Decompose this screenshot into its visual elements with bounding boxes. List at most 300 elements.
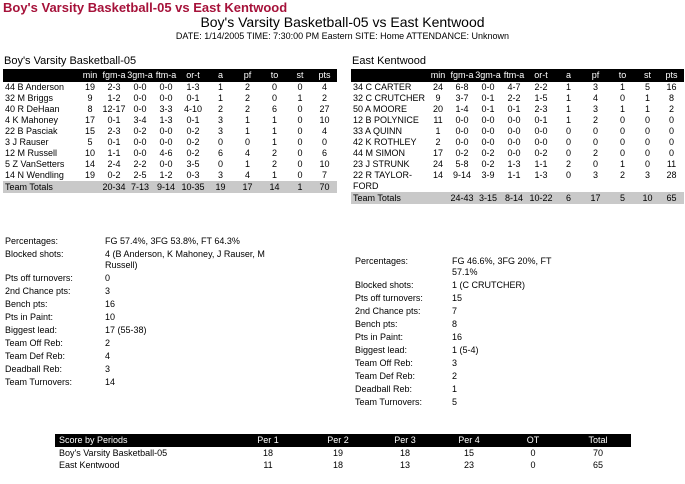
team-stat-row (355, 293, 680, 304)
stat-fgm: 3-7 (455, 93, 469, 103)
stat-min: 24 (432, 159, 443, 169)
stat-ftm: 0-0 (159, 82, 173, 92)
total-pts: 65 (659, 192, 684, 204)
team-stat-label: Bench pts: (5, 299, 48, 309)
stat-ftm: 0-0 (159, 126, 173, 136)
stat-fgm: 2-4 (107, 159, 121, 169)
player-name: 44 M SIMON (353, 148, 406, 158)
periods-score: 70 (592, 448, 603, 458)
stat-fgm: 5-8 (455, 159, 469, 169)
stat-pf: 3 (592, 170, 598, 180)
stat-ort: 1-5 (534, 93, 548, 103)
stat-pf: 0 (592, 137, 598, 147)
game-info: DATE: 1/14/2005 TIME: 7:30:00 PM Eastern SITE: Home ATTENDANCE: Unknown (175, 31, 510, 41)
total-min (427, 192, 449, 204)
team-stat-row (355, 332, 680, 343)
stat-ftm: 2-2 (507, 93, 521, 103)
team-stat-row (355, 306, 680, 317)
stat-a: 3 (217, 126, 223, 136)
column-header-st: st (288, 69, 312, 82)
stat-min: 19 (84, 170, 95, 180)
team-stat-value: 16 (452, 332, 463, 342)
stat-pts: 27 (319, 104, 330, 114)
player-row (351, 93, 684, 104)
stat-pts: 7 (321, 170, 327, 180)
team-stat-value: 1 (452, 384, 458, 394)
periods-row (55, 447, 631, 459)
total-tgm: 7-13 (127, 181, 153, 193)
total-tgm: 3-15 (475, 192, 501, 204)
stat-ftm: 0-0 (507, 137, 521, 147)
team-stat-row (355, 371, 680, 382)
total-fgm: 20-34 (102, 182, 126, 192)
stat-pf: 0 (592, 126, 598, 136)
stat-a: 1 (565, 93, 571, 103)
stat-ftm: 0-0 (507, 115, 521, 125)
stat-st: 0 (297, 115, 303, 125)
stat-pf: 3 (592, 104, 598, 114)
stat-ort: 0-2 (534, 148, 548, 158)
team-stat-label: Biggest lead: (5, 325, 58, 335)
team-stat-row (5, 286, 335, 297)
stat-tgm: 0-1 (481, 104, 495, 114)
stat-pts: 0 (321, 137, 327, 147)
stat-tgm: 3-4 (133, 115, 147, 125)
stat-tgm: 0-2 (481, 148, 495, 158)
stat-min: 19 (84, 82, 95, 92)
stat-min: 10 (84, 148, 95, 158)
stat-ort: 4-10 (183, 104, 202, 114)
stat-pf: 0 (244, 137, 250, 147)
player-name: 14 N Wendling (5, 170, 64, 180)
stat-fgm: 0-0 (455, 137, 469, 147)
total-pf: 17 (234, 181, 261, 193)
column-header-min: min (79, 69, 101, 82)
player-row (3, 148, 337, 159)
column-header-ftm-a: ftm-a (153, 69, 179, 82)
stat-pts: 6 (321, 148, 327, 158)
stat-ort: 0-2 (186, 126, 200, 136)
team-stat-row (5, 299, 335, 310)
stat-to: 1 (619, 159, 625, 169)
team-stat-value: 16 (105, 299, 116, 309)
total-ftm: 8-14 (501, 192, 527, 204)
total-a: 19 (207, 181, 234, 193)
stat-pf: 1 (244, 115, 250, 125)
stat-pts: 28 (666, 170, 677, 180)
team-stat-label: Biggest lead: (355, 345, 408, 355)
player-name: 33 A QUINN (353, 126, 403, 136)
stat-fgm: 0-2 (455, 148, 469, 158)
stat-min: 9 (87, 93, 93, 103)
team-stat-value: 14 (105, 377, 116, 387)
player-name: 5 Z VanSetters (5, 159, 65, 169)
column-header-fgm-a: fgm-a (450, 70, 474, 80)
stat-tgm: 0-0 (133, 148, 147, 158)
stat-a: 1 (217, 82, 223, 92)
periods-score: 23 (463, 460, 474, 470)
team-stat-label: Pts in Paint: (355, 332, 404, 342)
stat-min: 2 (435, 137, 441, 147)
column-header-3gm-a: 3gm-a (127, 70, 153, 80)
player-name: 4 K Mahoney (5, 115, 59, 125)
stat-ftm: 1-3 (507, 159, 521, 169)
stat-a: 0 (565, 170, 571, 180)
team-stat-value: 3 (105, 364, 111, 374)
periods-score: 18 (332, 460, 343, 470)
home-totals-row (3, 181, 337, 193)
stat-st: 0 (297, 159, 303, 169)
stat-st: 0 (297, 82, 303, 92)
stat-min: 5 (87, 137, 93, 147)
stat-pf: 1 (244, 126, 250, 136)
stat-pf: 2 (592, 115, 598, 125)
stat-fgm: 0-2 (107, 170, 121, 180)
stat-tgm: 0-0 (481, 126, 495, 136)
stat-a: 2 (565, 159, 571, 169)
stat-tgm: 0-0 (133, 104, 147, 114)
player-row (351, 137, 684, 148)
total-to: 5 (609, 192, 636, 204)
team-stat-label: Team Turnovers: (5, 377, 73, 387)
stat-ort: 0-0 (534, 137, 548, 147)
periods-team-name: Boy's Varsity Basketball-05 (59, 448, 168, 458)
column-header-pts: pts (659, 69, 684, 82)
team-stat-row (5, 364, 335, 375)
team-stat-value: 3 (452, 358, 458, 368)
stat-to: 1 (619, 104, 625, 114)
team-stat-row (5, 249, 335, 271)
stat-a: 6 (217, 148, 223, 158)
periods-header-cell: Per 4 (437, 434, 501, 447)
stat-tgm: 0-2 (133, 126, 147, 136)
team-stat-label: Team Turnovers: (355, 397, 423, 407)
team-stat-label: Percentages: (5, 236, 59, 246)
stat-min: 14 (432, 170, 443, 180)
team-stat-row (355, 345, 680, 356)
stat-pts: 0 (668, 115, 674, 125)
periods-header-cell: Score by Periods (55, 434, 233, 447)
total-pts: 70 (312, 181, 337, 193)
periods-score: 18 (262, 448, 273, 458)
stat-fgm: 2-3 (107, 82, 121, 92)
team-stat-label: Team Def Reb: (355, 371, 416, 381)
periods-header-cell: Per 3 (373, 434, 437, 447)
player-name: 44 B Anderson (5, 82, 65, 92)
game-title: Boy's Varsity Basketball-05 vs East Kentwood (200, 14, 485, 30)
player-row (351, 104, 684, 115)
total-ftm: 9-14 (153, 181, 179, 193)
stat-a: 1 (565, 115, 571, 125)
player-row (351, 82, 684, 93)
stat-a: 0 (217, 159, 223, 169)
stat-tgm: 2-5 (133, 170, 147, 180)
player-name: 3 J Rauser (5, 137, 49, 147)
periods-score: 65 (592, 460, 603, 470)
stat-st: 0 (644, 159, 650, 169)
periods-header-cell: Per 2 (303, 434, 373, 447)
column-header-3gm-a: 3gm-a (475, 70, 501, 80)
stat-st: 5 (644, 82, 650, 92)
player-row (351, 170, 684, 192)
team-stat-value: 4 (B Anderson, K Mahoney, J Rauser, M Russell) (105, 249, 265, 270)
stat-min: 24 (432, 82, 443, 92)
stat-ort: 2-2 (534, 82, 548, 92)
stat-tgm: 0-0 (133, 93, 147, 103)
column-header-a: a (555, 69, 582, 82)
team-stat-label: Team Def Reb: (5, 351, 66, 361)
stat-a: 3 (217, 115, 223, 125)
home-box-score (3, 69, 337, 193)
stat-min: 17 (432, 148, 443, 158)
stat-tgm: 0-0 (481, 82, 495, 92)
stat-to: 2 (271, 159, 277, 169)
stat-ftm: 1-1 (507, 170, 521, 180)
periods-score: 11 (263, 460, 273, 470)
stat-tgm: 0-0 (481, 137, 495, 147)
stat-pts: 0 (668, 148, 674, 158)
stat-pf: 2 (592, 148, 598, 158)
stat-pf: 4 (244, 148, 250, 158)
stat-fgm: 0-1 (107, 137, 121, 147)
team-stat-row (5, 273, 335, 284)
total-ort: 10-35 (179, 181, 207, 193)
stat-pf: 2 (244, 82, 250, 92)
team-stat-value: FG 46.6%, 3FG 20%, FT 57.1% (452, 256, 552, 277)
team-stat-label: Deadball Reb: (355, 384, 413, 394)
team-stat-value: 17 (55-38) (105, 325, 147, 335)
stat-pts: 0 (668, 126, 674, 136)
stat-to: 6 (271, 104, 277, 114)
score-by-periods (55, 434, 631, 471)
stat-a: 2 (217, 104, 223, 114)
player-row (3, 126, 337, 137)
stat-a: 0 (565, 137, 571, 147)
team-stat-label: Blocked shots: (5, 249, 64, 259)
stat-ftm: 0-0 (507, 148, 521, 158)
stat-pf: 2 (244, 104, 250, 114)
stat-ftm: 0-0 (507, 126, 521, 136)
stat-st: 0 (297, 148, 303, 158)
stat-pf: 4 (592, 93, 598, 103)
column-header-or-t: or-t (527, 69, 555, 82)
stat-to: 0 (271, 93, 277, 103)
stat-a: 0 (565, 148, 571, 158)
stat-to: 0 (619, 115, 625, 125)
stat-st: 0 (297, 126, 303, 136)
periods-header-row (55, 434, 631, 447)
team-stat-row (355, 256, 680, 278)
team-stat-label: Pts off turnovers: (5, 273, 73, 283)
team-stat-label: Pts in Paint: (5, 312, 54, 322)
stat-a: 3 (217, 170, 223, 180)
team-stat-value: 5 (452, 397, 458, 407)
team-stat-label: Team Off Reb: (355, 358, 413, 368)
player-row (3, 159, 337, 170)
team-stat-value: FG 57.4%, 3FG 53.8%, FT 64.3% (105, 236, 240, 246)
stat-min: 8 (87, 104, 93, 114)
team-stat-row (5, 325, 335, 336)
team-stat-value: 2 (452, 371, 458, 381)
player-row (3, 93, 337, 104)
player-name: 32 M Briggs (5, 93, 54, 103)
stat-tgm: 0-0 (133, 137, 147, 147)
stat-pts: 16 (666, 82, 677, 92)
stat-a: 1 (565, 82, 571, 92)
team-stat-label: 2nd Chance pts: (355, 306, 421, 316)
stat-a: 1 (565, 104, 571, 114)
player-name: 22 R TAYLOR-FORD (353, 170, 413, 191)
stat-tgm: 0-2 (481, 159, 495, 169)
stat-ort: 1-3 (534, 170, 548, 180)
stat-fgm: 1-4 (455, 104, 469, 114)
stat-to: 2 (271, 148, 277, 158)
total-min (79, 181, 101, 193)
team-stat-value: 8 (452, 319, 458, 329)
column-header-pts: pts (312, 69, 337, 82)
stat-fgm: 1-1 (107, 148, 121, 158)
stat-a: 0 (217, 137, 223, 147)
stat-ftm: 0-0 (159, 93, 173, 103)
stat-a: 0 (565, 126, 571, 136)
totals-label: Team Totals (351, 192, 427, 204)
team-stat-value: 4 (105, 351, 111, 361)
stat-min: 1 (435, 126, 441, 136)
column-header-player (351, 69, 427, 82)
column-header-a: a (207, 69, 234, 82)
stat-pts: 11 (666, 159, 677, 169)
column-header-to: to (261, 69, 288, 82)
stat-st: 1 (644, 93, 650, 103)
stat-fgm: 12-17 (102, 104, 126, 114)
team-stat-label: Team Off Reb: (5, 338, 63, 348)
total-ort: 10-22 (527, 192, 555, 204)
stat-ort: 0-2 (186, 148, 200, 158)
periods-score: 0 (530, 448, 536, 458)
stat-tgm: 3-9 (481, 170, 495, 180)
stat-min: 17 (84, 115, 95, 125)
stat-ftm: 1-2 (159, 170, 173, 180)
total-pf: 17 (582, 192, 609, 204)
stat-tgm: 0-1 (481, 93, 495, 103)
stat-pf: 2 (244, 93, 250, 103)
player-name: 12 B POLYNICE (353, 115, 419, 125)
stat-fgm: 2-3 (107, 126, 121, 136)
stat-tgm: 2-2 (133, 159, 147, 169)
team-stat-label: Bench pts: (355, 319, 398, 329)
periods-header-cell: OT (501, 434, 565, 447)
stat-fgm: 6-8 (455, 82, 469, 92)
stat-to: 0 (619, 93, 625, 103)
home-team-stats (5, 236, 335, 390)
stat-ftm: 3-3 (159, 104, 173, 114)
total-fgm: 24-43 (450, 193, 474, 203)
stat-ort: 0-3 (186, 170, 200, 180)
team-stat-row (355, 319, 680, 330)
column-header-or-t: or-t (179, 69, 207, 82)
stat-pts: 10 (319, 115, 330, 125)
team-stat-value: 0 (105, 273, 111, 283)
team-stat-value: 1 (C CRUTCHER) (452, 280, 525, 290)
stat-to: 1 (619, 82, 625, 92)
column-header-min: min (427, 69, 449, 82)
stat-st: 0 (644, 126, 650, 136)
away-header-row (351, 69, 684, 82)
team-stat-label: 2nd Chance pts: (5, 286, 71, 296)
stat-pts: 2 (321, 93, 327, 103)
periods-row (55, 459, 631, 471)
player-row (351, 148, 684, 159)
stat-pts: 8 (668, 93, 674, 103)
player-name: 22 B Pasciak (5, 126, 58, 136)
stat-st: 0 (297, 170, 303, 180)
stat-a: 1 (217, 93, 223, 103)
team-stat-label: Pts off turnovers: (355, 293, 423, 303)
stat-st: 0 (644, 115, 650, 125)
periods-team-name: East Kentwood (59, 460, 120, 470)
total-st: 1 (288, 181, 312, 193)
stat-to: 1 (271, 126, 277, 136)
away-totals-row (351, 192, 684, 204)
stat-ort: 3-5 (186, 159, 200, 169)
stat-ftm: 4-7 (507, 82, 521, 92)
stat-ort: 1-3 (186, 82, 200, 92)
stat-min: 11 (433, 115, 443, 125)
stat-ftm: 0-1 (507, 104, 521, 114)
player-name: 23 J STRUNK (353, 159, 410, 169)
stat-fgm: 0-0 (455, 115, 469, 125)
team-stat-value: 15 (452, 293, 463, 303)
stat-min: 15 (84, 126, 95, 136)
periods-header-cell: Total (565, 434, 631, 447)
stat-ort: 2-3 (534, 104, 548, 114)
stat-st: 3 (644, 170, 650, 180)
stat-ort: 0-2 (186, 137, 200, 147)
team-stat-row (5, 338, 335, 349)
stat-st: 0 (644, 148, 650, 158)
column-header-pf: pf (234, 69, 261, 82)
column-header-ftm-a: ftm-a (501, 69, 527, 82)
player-row (351, 115, 684, 126)
team-stat-row (5, 351, 335, 362)
player-name: 42 K ROTHLEY (353, 137, 417, 147)
player-name: 40 R DeHaan (5, 104, 60, 114)
team-stat-row (5, 377, 335, 388)
column-header-pf: pf (582, 69, 609, 82)
stat-to: 0 (619, 126, 625, 136)
stat-ort: 1-1 (534, 159, 548, 169)
periods-score: 13 (399, 460, 410, 470)
periods-score: 0 (530, 460, 536, 470)
home-header-row (3, 69, 337, 82)
team-stat-row (355, 280, 680, 291)
away-team-stats (355, 256, 680, 410)
player-name: 32 C CRUTCHER (353, 93, 426, 103)
player-name: 50 A MOORE (353, 104, 408, 114)
stat-ftm: 4-6 (159, 148, 173, 158)
totals-label: Team Totals (3, 181, 79, 193)
team-stat-label: Blocked shots: (355, 280, 414, 290)
stat-st: 0 (297, 137, 303, 147)
away-team-name: East Kentwood (352, 55, 426, 67)
total-a: 6 (555, 192, 582, 204)
stat-pf: 3 (592, 82, 598, 92)
team-stat-label: Deadball Reb: (5, 364, 63, 374)
stat-tgm: 0-0 (133, 82, 147, 92)
stat-pts: 4 (321, 82, 327, 92)
stat-min: 20 (432, 104, 443, 114)
report-title-link[interactable]: Boy's Varsity Basketball-05 vs East Kentwood (3, 0, 288, 15)
